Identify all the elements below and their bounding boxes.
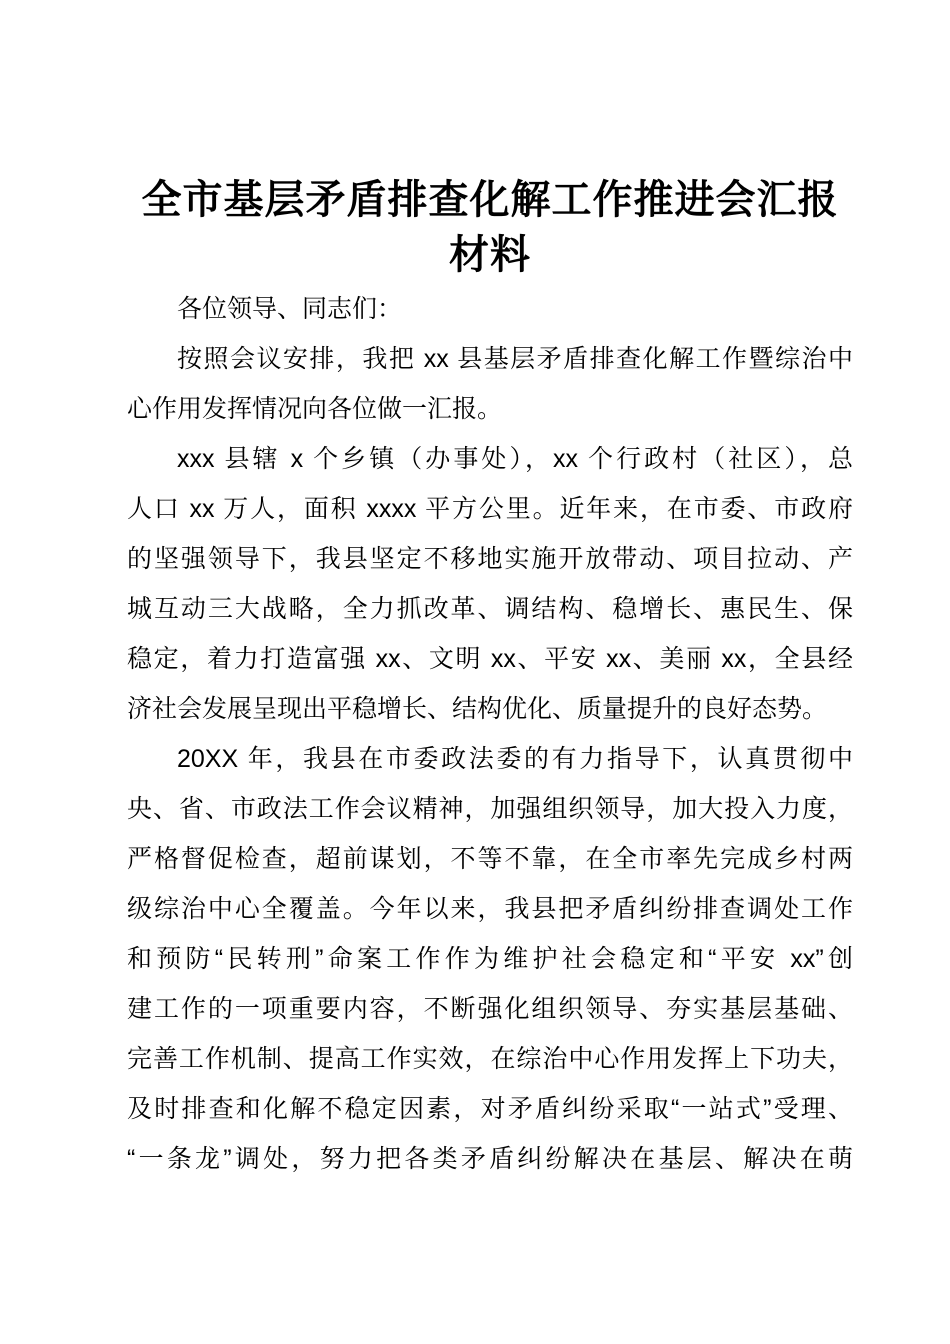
body-line: 建工作的一项重要内容，不断强化组织领导、夯实基层基础、 <box>127 995 853 1023</box>
body-line: 及时排查和化解不稳定因素，对矛盾纠纷采取“一站式”受理、 <box>127 1095 853 1123</box>
body-line: xxx 县辖 x 个乡镇（办事处），xx 个行政村（社区），总 <box>177 445 853 473</box>
greeting-line: 各位领导、同志们： <box>177 295 403 323</box>
body-line: 央、省、市政法工作会议精神，加强组织领导，加大投入力度， <box>127 795 853 823</box>
body-line: 人口 xx 万人，面积 xxxx 平方公里。近年来，在市委、市政府 <box>127 495 853 523</box>
body-line: 济社会发展呈现出平稳增长、结构优化、质量提升的良好态势。 <box>127 695 828 723</box>
body-line: 级综治中心全覆盖。今年以来，我县把矛盾纠纷排查调处工作 <box>127 895 853 923</box>
paragraph-2 <box>127 434 853 734</box>
body-line: 的坚强领导下，我县坚定不移地实施开放带动、项目拉动、产 <box>127 545 853 573</box>
body-line: 按照会议安排，我把 xx 县基层矛盾排查化解工作暨综治中 <box>177 345 853 373</box>
greeting-paragraph <box>127 284 853 334</box>
body-line: 心作用发挥情况向各位做一汇报。 <box>127 395 503 423</box>
paragraph-3 <box>127 734 853 1184</box>
body-line: “一条龙”调处，努力把各类矛盾纠纷解决在基层、解决在萌 <box>127 1145 853 1173</box>
body-line: 完善工作机制、提高工作实效，在综治中心作用发挥上下功夫， <box>127 1045 853 1073</box>
title-line-2: 材料 <box>449 232 531 277</box>
title-line-1: 全市基层矛盾排查化解工作推进会汇报 <box>141 177 839 222</box>
body-line: 严格督促检查，超前谋划，不等不靠，在全市率先完成乡村两 <box>127 845 853 873</box>
body-line: 城互动三大战略，全力抓改革、调结构、稳增长、惠民生、保 <box>127 595 853 623</box>
body-line: 稳定，着力打造富强 xx、文明 xx、平安 xx、美丽 xx，全县经 <box>127 645 853 673</box>
document-title <box>127 172 853 282</box>
document-body <box>127 284 853 1184</box>
body-line: 和预防“民转刑”命案工作作为维护社会稳定和“平安 xx”创 <box>127 945 853 973</box>
body-line: 20XX 年，我县在市委政法委的有力指导下，认真贯彻中 <box>177 745 853 773</box>
paragraph-1 <box>127 334 853 434</box>
document-content <box>127 172 853 1184</box>
